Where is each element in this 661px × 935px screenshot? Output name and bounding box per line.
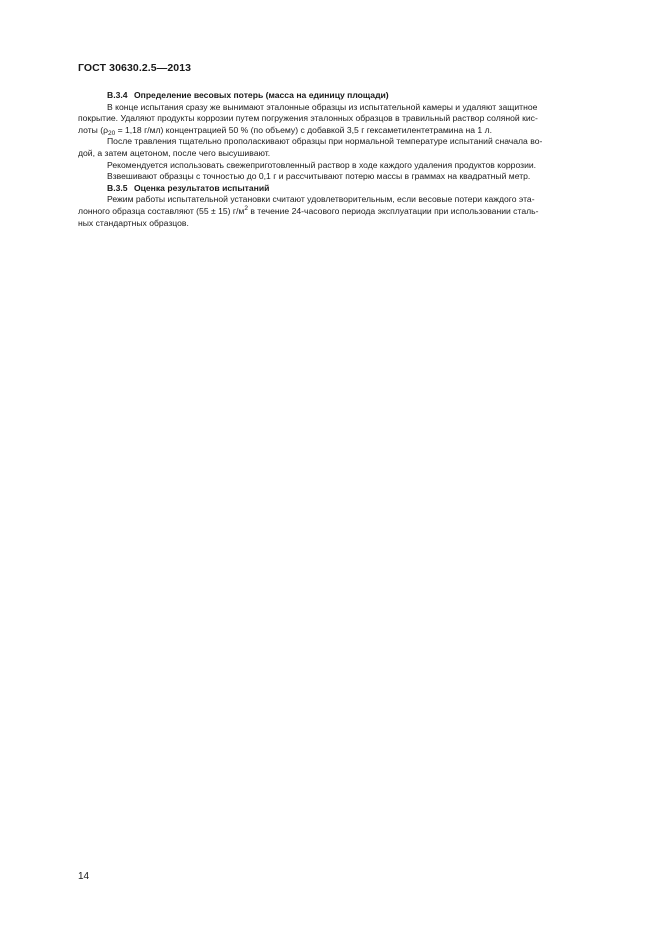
document-header: ГОСТ 30630.2.5—2013 [78, 62, 192, 74]
paragraph-line: покрытие. Удаляют продукты коррозии путем погружения эталонных образцов в травильный раствор соляной кис- [78, 113, 538, 124]
text-fragment: в течение 24-часового периода эксплуатации при использовании сталь- [247, 205, 539, 216]
paragraph-line: ных стандартных образцов. [78, 217, 189, 228]
superscript: 2 [244, 204, 248, 212]
section-title: Оценка результатов испытаний [133, 182, 270, 193]
section-title: Определение весовых потерь (масса на единицу площади) [133, 90, 389, 100]
page-number: 14 [78, 871, 90, 882]
paragraph-line: Рекомендуется использовать свежеприготовленный раствор в ходе каждого удаления продуктов коррозии. [107, 159, 537, 170]
section-heading-b34 [78, 90, 615, 102]
text-fragment: = 1,18 г/мл) концентрацией 50 % (по объему) с добавкой 3,5 г гексаметилентетрамина на 1 л. [115, 124, 492, 135]
paragraph-line [78, 125, 615, 137]
document-body [78, 90, 615, 229]
text-fragment: лоты (ρ [78, 124, 108, 135]
text-fragment: лонного образца составляют (55 ± 15) г/м [78, 205, 245, 216]
paragraph-line: В конце испытания сразу же вынимают эталонные образцы из испытательной камеры и удаляют защитное [107, 101, 538, 112]
paragraph-line: Взвешивают образцы с точностью до 0,1 г и рассчитывают потерю массы в граммах на квадратный метр. [107, 171, 531, 182]
section-heading-b35 [78, 183, 615, 195]
paragraph-line: дой, а затем ацетоном, после чего высушивают. [78, 147, 271, 158]
paragraph-line: Режим работы испытательной установки считают удовлетворительным, если весовые потери каждого эта- [107, 194, 535, 205]
section-number: В.3.4 [107, 90, 128, 100]
subscript: 20 [107, 129, 116, 137]
paragraph-line [78, 206, 615, 218]
section-number: В.3.5 [107, 182, 128, 193]
paragraph-line: После травления тщательно прополаскивают образцы при нормальной температуре испытаний сначала во- [107, 136, 543, 147]
